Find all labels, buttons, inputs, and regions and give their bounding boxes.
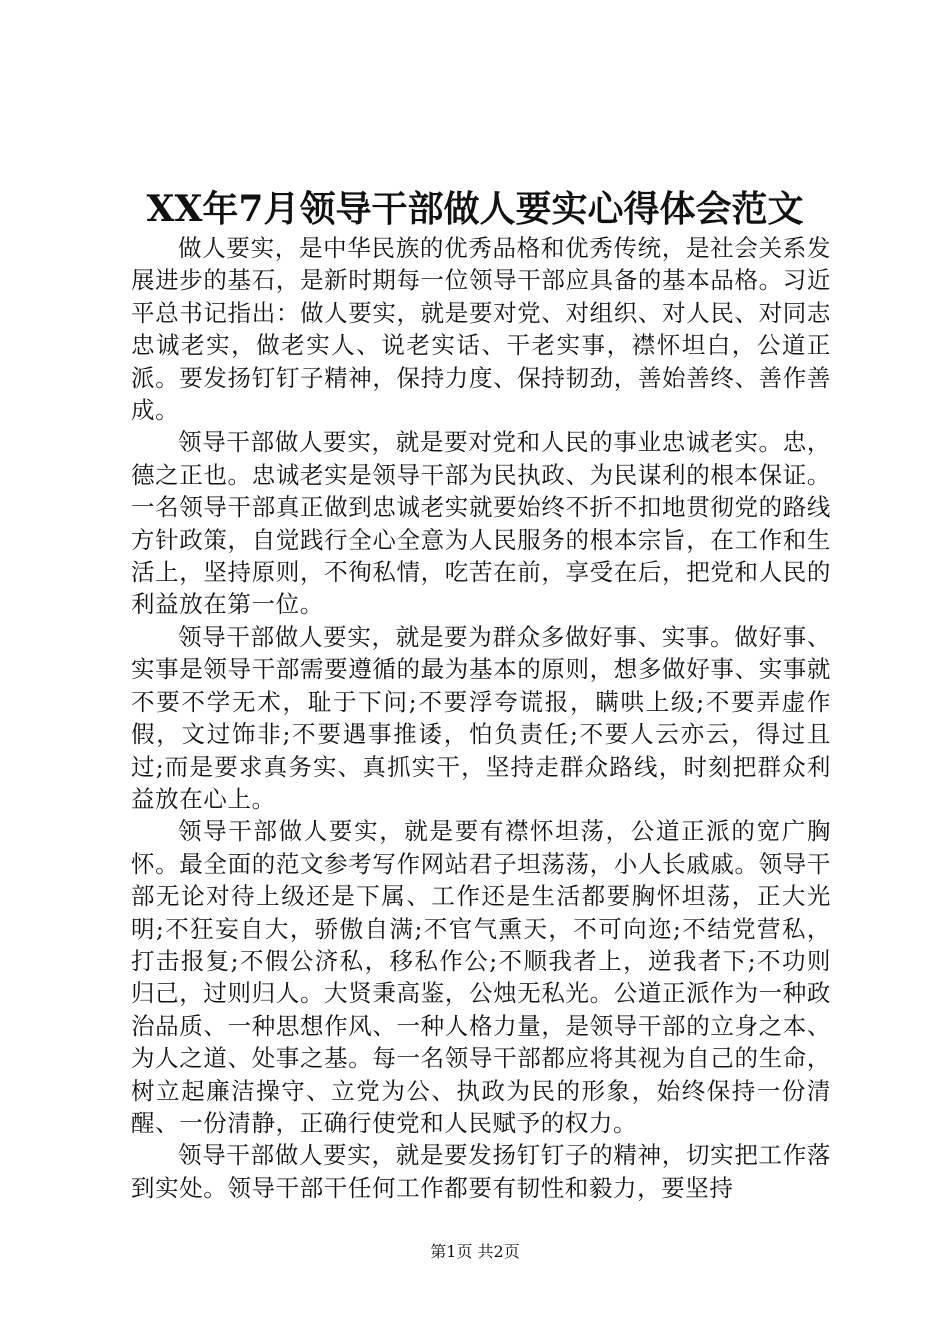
page-number-footer: 第1页 共2页: [430, 1242, 520, 1261]
paragraph-5: 领导干部做人要实，就是要发扬钉钉子的精神，切实把工作落到实处。领导干部干任何工作都要有韧性和毅力，要坚持: [131, 1141, 831, 1202]
paragraph-2: 领导干部做人要实，就是要对党和人民的事业忠诚老实。忠，德之正也。忠诚老实是领导干部为民执政、为民谋利的根本保证。一名领导干部真正做到忠诚老实就要始终不折不扣地贯彻党的路线方针政策，自觉践行全心全意为人民服务的根本宗旨，在工作和生活上，坚持原则，不徇私情，吃苦在前，享受在后，把党和人民的利益放在第一位。: [131, 428, 831, 619]
paragraph-1: 做人要实，是中华民族的优秀品格和优秀传统，是社会关系发展进步的基石，是新时期每一位领导干部应具备的基本品格。习近平总书记指出：做人要实，就是要对党、对组织、对人民、对同志忠诚老实，做老实人、说老实话、干老实事，襟怀坦白，公道正派。要发扬钉钉子精神，保持力度、保持韧劲，善始善终、善作善成。: [131, 234, 831, 425]
paragraph-3: 领导干部做人要实，就是要为群众多做好事、实事。做好事、实事是领导干部需要遵循的最为基本的原则，想多做好事、实事就不要不学无术，耻于下问;不要浮夸谎报，瞒哄上级;不要弄虚作假，文过饰非;不要遇事推诿，怕负责任;不要人云亦云，得过且过;而是要求真务实、真抓实干，坚持走群众路线，时刻把群众利益放在心上。: [131, 622, 831, 813]
document-body: [131, 232, 831, 1204]
document-title: XX年7月领导干部做人要实心得体会范文: [146, 188, 804, 230]
paragraph-4: 领导干部做人要实，就是要有襟怀坦荡，公道正派的宽广胸怀。最全面的范文参考写作网站君子坦荡荡，小人长戚戚。领导干部无论对待上级还是下属、工作还是生活都要胸怀坦荡，正大光明;不狂妄自大，骄傲自满;不官气熏天，不可向迩;不结党营私，打击报复;不假公济私，移私作公;不顺我者上，逆我者下;不功则归己，过则归人。大贤秉高鉴，公烛无私光。公道正派作为一种政治品质、一种思想作风、一种人格力量，是领导干部的立身之本、为人之道、处事之基。每一名领导干部都应将其视为自己的生命，树立起廉洁操守、立党为公、执政为民的形象，始终保持一份清醒、一份清静，正确行使党和人民赋予的权力。: [131, 817, 831, 1137]
